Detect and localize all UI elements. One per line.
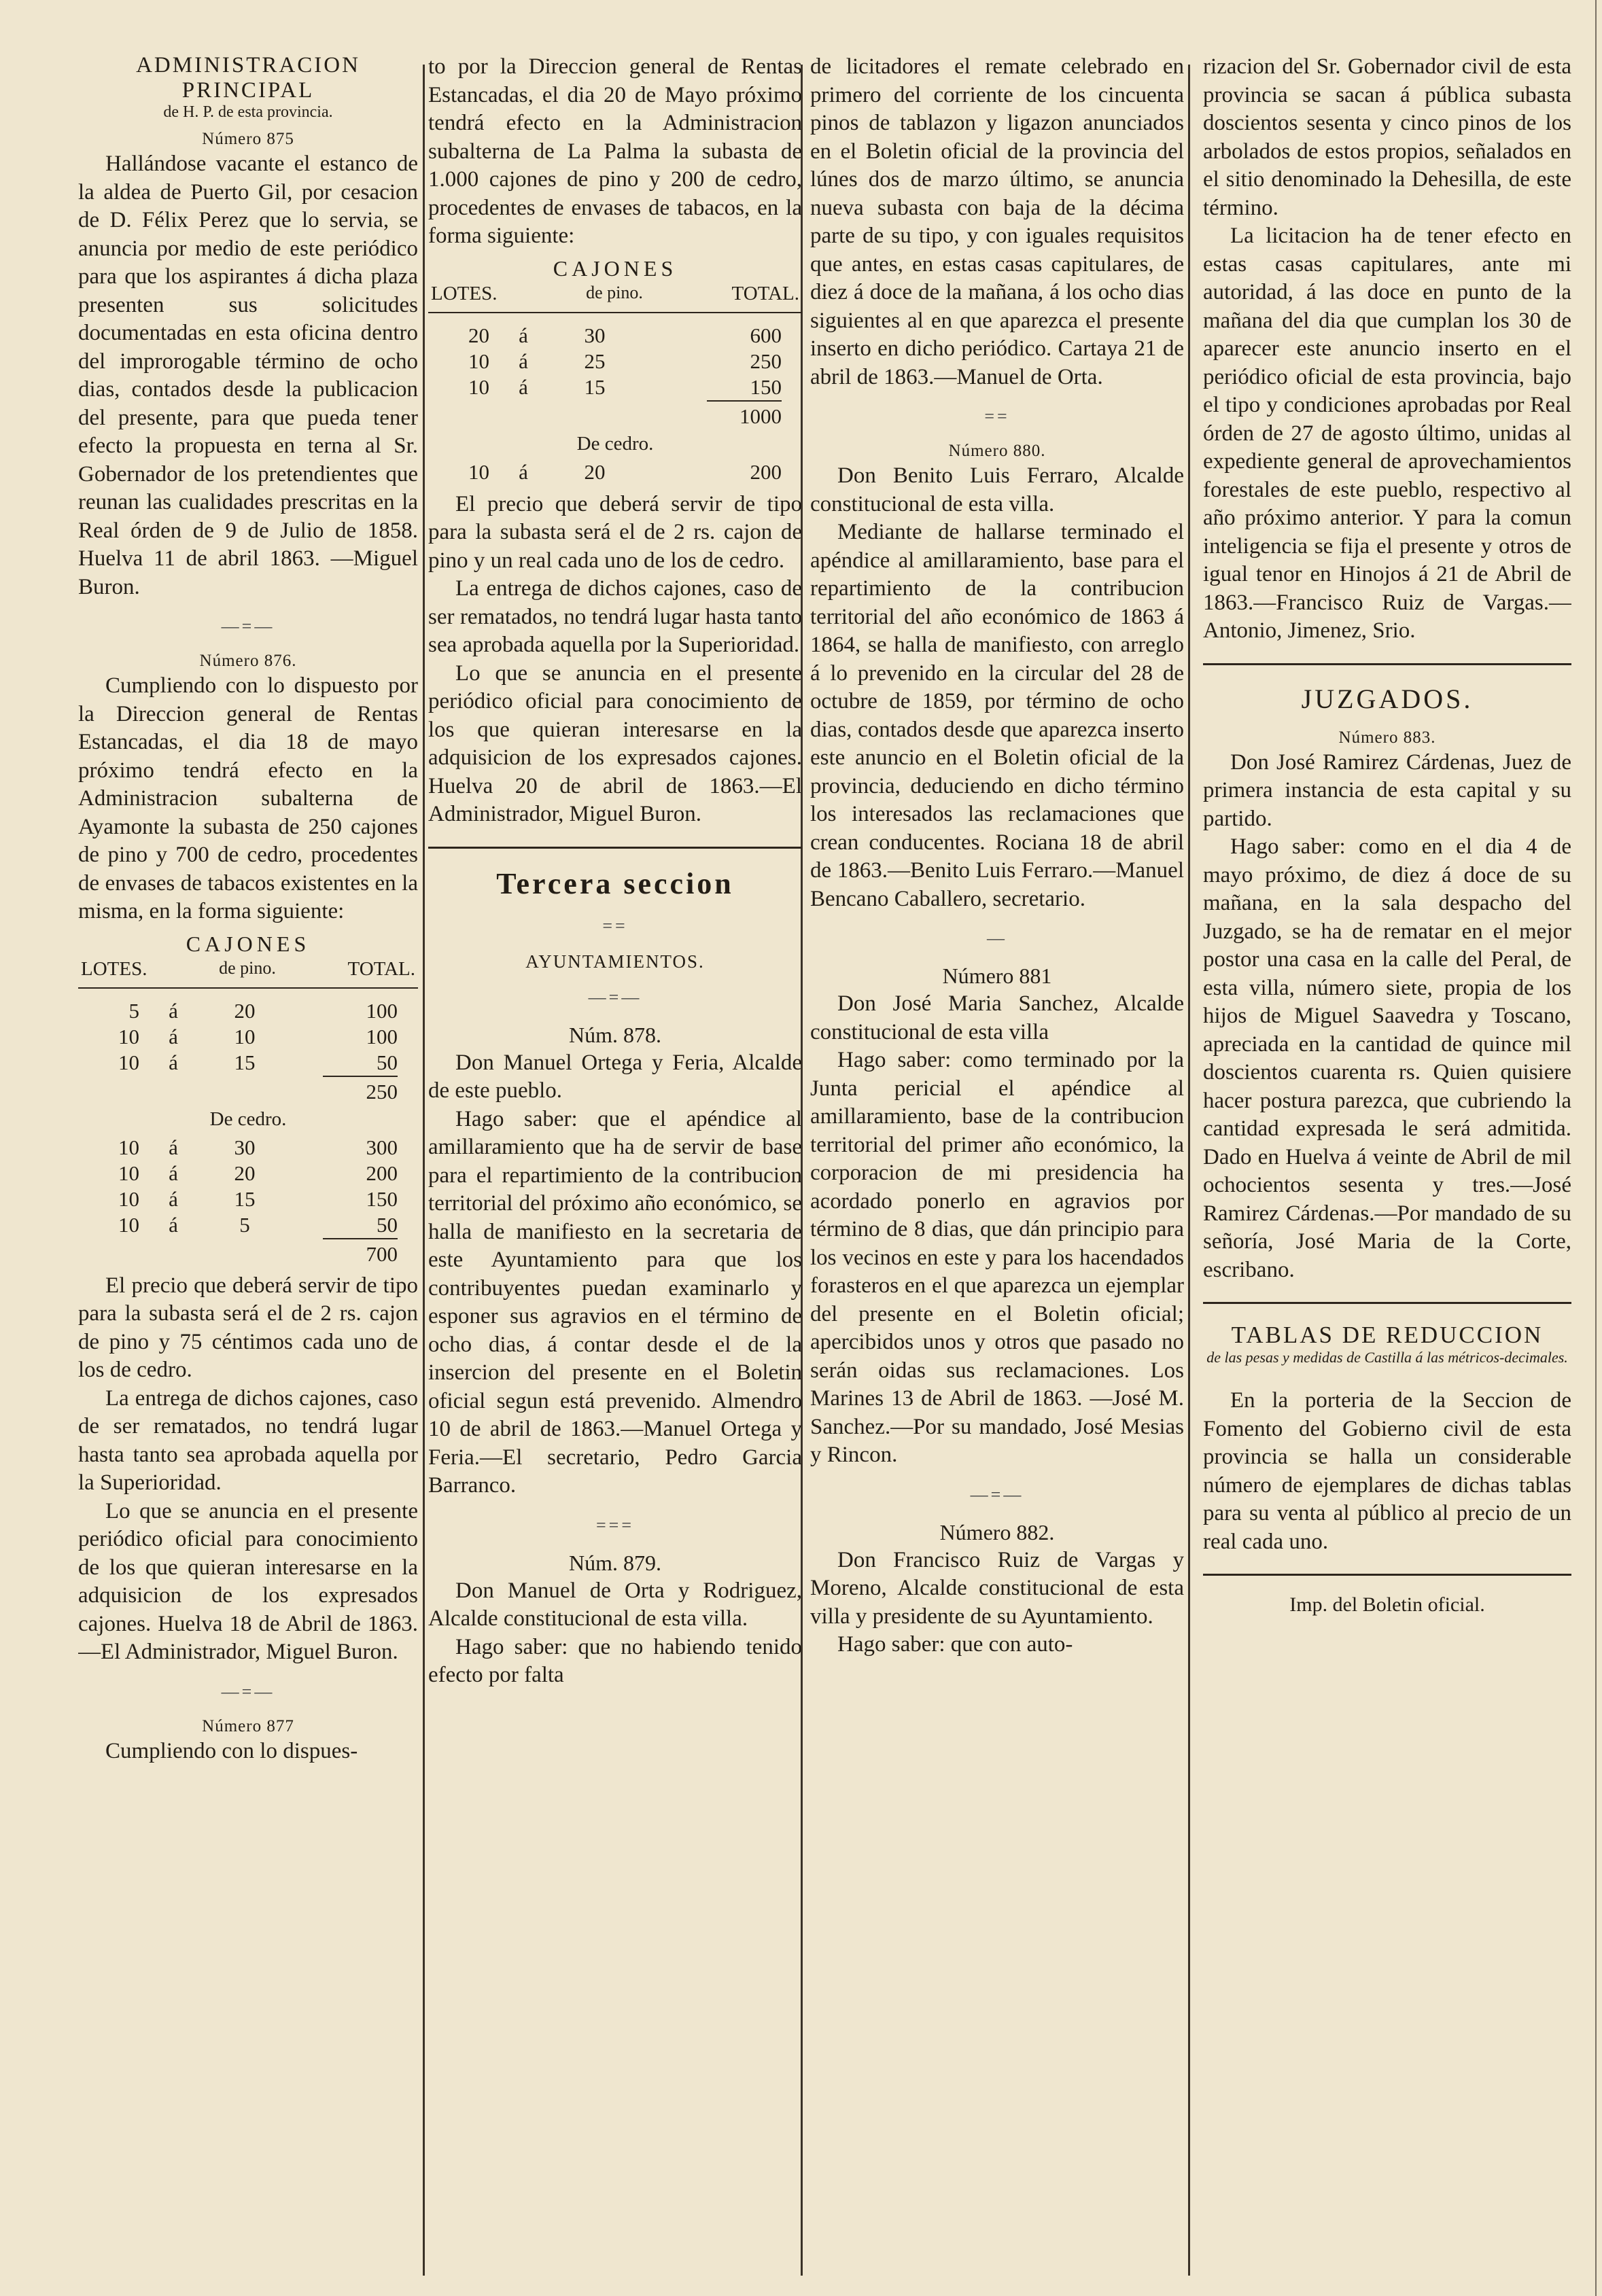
notice-heading: Don Manuel de Orta y Rodriguez, Alcalde constitucional de esta villa. <box>428 1578 802 1631</box>
notice-body: La licitacion ha de tener efecto en estas casas capitulares, ante mi autoridad, á las doce en punto de la mañana del dia que cumplan los 30 de aparecer este anuncio inserto en el periódico oficial de esta provincia, bajo el tipo y condiciones aprobadas por Real órden de 27 de agosto último, unidas al expediente general de aprovechamientos forestales de este pueblo, respectivo al año próximo anterior. Y para la comun inteligencia se fija el presente y otros de igual tenor en Hinojos á 21 de Abril de 1863.—Francisco Ruiz de Vargas.—Antonio, Jimenez, Srio. <box>1203 224 1571 643</box>
table-row <box>428 323 802 349</box>
lot-per: 20 <box>234 1161 256 1185</box>
separator: —=— <box>221 616 275 636</box>
separator: —=— <box>221 1681 275 1701</box>
table-sum <box>78 1238 418 1267</box>
lot-sep: á <box>169 1024 178 1048</box>
table-row <box>78 1050 418 1076</box>
lot-sep: á <box>169 1161 178 1185</box>
lot-sep: á <box>169 1050 178 1074</box>
notice-body: to por la Direccion general de Rentas Estancadas, el dia 20 de Mayo próximo tendrá efecto en la Administracion subalterna de La Palma la subasta de 1.000 cajones de pino y 200 de cedro, procedentes de envases de tabacos, en la forma siguiente: <box>428 54 802 248</box>
lot-per: 30 <box>584 323 606 347</box>
notice-heading: Don José Maria Sanchez, Alcalde constitucional de esta villa <box>810 991 1184 1044</box>
sum-value: 700 <box>323 1238 398 1267</box>
table-row <box>78 998 418 1024</box>
lot-count: 10 <box>118 1161 139 1185</box>
lot-per: 10 <box>234 1024 256 1048</box>
lot-sep: á <box>169 1135 178 1159</box>
lot-total: 50 <box>377 1050 398 1074</box>
lot-per: 5 <box>239 1212 250 1237</box>
lot-total: 150 <box>366 1186 398 1211</box>
lot-per: 15 <box>234 1050 256 1074</box>
lot-count: 5 <box>128 998 139 1023</box>
col-total: TOTAL. <box>731 282 799 304</box>
notice-body: Lo que se anuncia en el presente periódico oficial para conocimiento de los que quieran interesarse en la adquisicion de los expresados cajones. Huelva 20 de abril de 1863.—El Administrador, Miguel Buron. <box>428 660 802 826</box>
tablas-subtitle: de las pesas y medidas de Castilla á las métricos-decimales. <box>1206 1349 1568 1366</box>
lot-count: 10 <box>118 1050 139 1074</box>
column-4 <box>1203 53 1571 2296</box>
column-1 <box>78 53 418 2296</box>
table-caption: De cedro. <box>209 1108 287 1130</box>
notice-heading: Don Manuel Ortega y Feria, Alcalde de este pueblo. <box>428 1050 802 1103</box>
col-pino: de pino. <box>219 957 276 978</box>
separator: —=— <box>588 987 642 1007</box>
separator: — <box>987 928 1007 948</box>
separator: == <box>602 915 628 936</box>
lot-sep: á <box>169 998 178 1023</box>
column-divider <box>423 65 425 2276</box>
lot-count: 10 <box>118 1024 139 1048</box>
table-caption: De cedro. <box>576 432 654 455</box>
col-lotes: LOTES. <box>81 957 147 980</box>
lot-per: 25 <box>584 349 606 373</box>
notice-body: Lo que se anuncia en el presente periódico oficial para conocimiento de los que quieran interesarse en la adquisicion de los expresados cajones. Huelva 18 de Abril de 1863.—El Administrador, Miguel Buron. <box>78 1498 418 1664</box>
lot-sep: á <box>519 459 528 484</box>
lot-total: 300 <box>366 1135 398 1159</box>
notice-body: Hago saber: que con auto- <box>837 1632 1073 1657</box>
section-title: Tercera seccion <box>496 866 734 900</box>
table-title: CAJONES <box>553 255 678 281</box>
lot-total: 200 <box>366 1161 398 1185</box>
imprint: Imp. del Boletin oficial. <box>1289 1593 1485 1616</box>
table-sum <box>78 1076 418 1104</box>
separator: == <box>984 406 1010 426</box>
notice-body: Hago saber: que el apéndice al amillaramiento que ha de servir de base para el repartimiento de la contribucion territorial del próximo año económico, se halla de manifiesto en la secretaria de este Ayuntamiento para que los contribuyentes puedan examinarlo y esponer sus agravios en el término de ocho dias, á contar desde el de la insercion del presente en el Boletin oficial segun está prevenido. Almendro 10 de abril de 1863.—Manuel Ortega y Feria.—El secretario, Pedro Garcia Barranco. <box>428 1106 802 1498</box>
notice-heading: Don Benito Luis Ferraro, Alcalde constitucional de esta villa. <box>810 463 1184 516</box>
subsection-title: AYUNTAMIENTOS. <box>525 951 705 972</box>
section-subheader: de H. P. de esta provincia. <box>163 103 333 121</box>
lot-count: 10 <box>468 459 489 484</box>
notice-heading: Don Francisco Ruiz de Vargas y Moreno, Alcalde constitucional de esta villa y presidente de su Ayuntamiento. <box>810 1547 1184 1629</box>
lot-count: 20 <box>468 323 489 347</box>
separator: —=— <box>970 1484 1024 1504</box>
lot-total: 50 <box>377 1212 398 1237</box>
table-row <box>428 349 802 374</box>
notice-body: Cumpliendo con lo dispuesto por la Direccion general de Rentas Estancadas, el dia 18 de mayo próximo tendrá efecto en la Administracion subalterna de Ayamonte la subasta de 250 cajones de pino y 700 de cedro, procedentes de envases de tabacos existentes en la misma, en la forma siguiente: <box>78 673 418 923</box>
table-row <box>78 1024 418 1050</box>
notice-body: de licitadores el remate celebrado en primero del corriente de los cincuenta pinos de tablazon y ligazon anunciados en el Boletin oficial de la provincia del lúnes dos de marzo último, se anuncia nueva subasta con baja de la décima parte de su tipo, y con iguales requisitos que antes, en estas casas capitulares, de diez á doce de la mañana, á los ocho dias siguientes al en que aparezca el presente inserto en dicho periódico. Cartaya 21 de abril de 1863.—Manuel de Orta. <box>810 54 1184 389</box>
notice-body: Hallándose vacante el estanco de la aldea de Puerto Gil, por cesacion de D. Félix Perez que lo servia, se anuncia por medio de este periódico para que los aspirantes á dicha plaza presenten sus solicitudes documentadas en esta oficina dentro del improrogable término de ocho dias, contados desde la publicacion del presente, para que pueda tener efecto la propuesta en terna al Sr. Gobernador de los pretendientes que reunan las cualidades prescritas en la Real órden de 9 de Julio de 1858. Huelva 11 de abril 1863. —Miguel Buron. <box>78 152 418 599</box>
lot-count: 10 <box>118 1212 139 1237</box>
table-row <box>78 1212 418 1238</box>
lot-per: 20 <box>584 459 606 484</box>
notice-body: rizacion del Sr. Gobernador civil de esta provincia se sacan á pública subasta doscientos sesenta y cinco pinos de los arbolados de estos propios, señalados en el sitio denominado la Dehesilla, de este término. <box>1203 54 1571 220</box>
notice-body: La entrega de dichos cajones, caso de ser rematados, no tendrá lugar hasta tanto sea aprobada aquella por la Superioridad. <box>78 1385 418 1495</box>
lot-total: 600 <box>750 323 782 347</box>
notice-body: El precio que deberá servir de tipo para la subasta será el de 2 rs. cajon de pino y un real cada uno de los de cedro. <box>428 491 802 573</box>
column-divider <box>1188 65 1190 2276</box>
col-pino: de pino. <box>586 282 643 302</box>
lot-sep: á <box>169 1186 178 1211</box>
table-row <box>428 374 802 400</box>
cajones-table <box>78 932 418 1267</box>
notice-heading: Don José Ramirez Cárdenas, Juez de primera instancia de esta capital y su partido. <box>1203 749 1571 831</box>
table-header <box>78 957 418 989</box>
notice-number: Número 882. <box>939 1519 1055 1544</box>
lot-count: 10 <box>468 349 489 373</box>
section-title: JUZGADOS. <box>1301 683 1474 714</box>
lot-total: 100 <box>366 1024 398 1048</box>
column-2 <box>428 53 802 2296</box>
notice-number: Número 883. <box>1338 728 1436 747</box>
notice-number: Núm. 878. <box>569 1022 661 1047</box>
table-row <box>78 1161 418 1186</box>
notice-body: Cumpliendo con lo dispues- <box>105 1738 358 1763</box>
column-3 <box>810 53 1184 2296</box>
lot-per: 15 <box>584 374 606 399</box>
notice-body: El precio que deberá servir de tipo para la subasta será el de 2 rs. cajon de pino y 75 céntimos cada uno de los de cedro. <box>78 1273 418 1382</box>
cajones-table <box>428 256 802 485</box>
lot-sep: á <box>519 349 528 373</box>
section-rule <box>1203 1302 1571 1304</box>
notice-number: Número 875 <box>202 130 294 148</box>
col-total: TOTAL. <box>347 957 415 980</box>
notice-body: La entrega de dichos cajones, caso de ser rematados, no tendrá lugar hasta tanto sea aprobada aquella por la Superioridad. <box>428 576 802 657</box>
lot-sep: á <box>519 374 528 399</box>
lot-per: 30 <box>234 1135 256 1159</box>
section-rule <box>1203 663 1571 665</box>
lot-count: 10 <box>118 1186 139 1211</box>
lot-sep: á <box>169 1212 178 1237</box>
notice-body: Mediante de hallarse terminado el apéndice al amillaramiento, base para el repartimiento de la contribucion territorial del año económico de 1863 á 1864, se halla de manifiesto, con arreglo á lo prevenido en la circular del 28 de octubre de 1859, por término de ocho dias, contados desde que aparezca inserto este anuncio en el Boletin oficial de la provincia, deduciendo en dicho término los interesados las reclamaciones que crean conducentes. Rociana 18 de abril de 1863.—Benito Luis Ferraro.—Manuel Bencano Caballero, secretario. <box>810 520 1184 911</box>
sum-value: 1000 <box>707 400 782 429</box>
notice-body: Hago saber: como en el dia 4 de mayo próximo, de diez á doce de su mañana, en la sala despacho del Juzgado, se ha de rematar en el mejor postor una casa en la calle del Peral, de esta villa, número siete, propia de los hijos de Miguel Saavedra y Toscano, apreciada en la cantidad de quince mil doscientos cuarenta rs. Quien quisiere hacer postura parezca, que cubriendo la cantidad expresada le será admitida. Dado en Huelva á veinte de Abril de mil ochocientos sesenta y tres.—José Ramirez Cárdenas.—Por mandado de su señoría, José Maria de la Corte, escribano. <box>1203 834 1571 1282</box>
table-title: CAJONES <box>186 931 311 956</box>
notice-body: Hago saber: que no habiendo tenido efecto por falta <box>428 1634 802 1687</box>
lot-per: 20 <box>234 998 256 1023</box>
notice-number: Número 877 <box>202 1716 294 1735</box>
section-rule <box>428 847 802 849</box>
page-edge <box>1595 0 1597 2296</box>
table-row <box>428 459 802 485</box>
table-sum <box>428 400 802 429</box>
table-row <box>78 1135 418 1161</box>
section-header: ADMINISTRACION PRINCIPAL <box>136 53 360 103</box>
col-lotes: LOTES. <box>431 282 498 304</box>
table-header <box>428 281 802 313</box>
lot-total: 150 <box>750 374 782 399</box>
lot-total: 100 <box>366 998 398 1023</box>
table-row <box>78 1186 418 1212</box>
notice-number: Número 876. <box>199 652 297 670</box>
notice-body: En la porteria de la Seccion de Fomento del Gobierno civil de esta provincia se halla un considerable número de ejemplares de dichas tablas para su venta al público al precio de un real cada uno. <box>1203 1388 1571 1554</box>
lot-per: 15 <box>234 1186 256 1211</box>
lot-total: 250 <box>750 349 782 373</box>
notice-number: Número 880. <box>948 442 1046 460</box>
sum-value: 250 <box>323 1076 398 1104</box>
notice-number: Número 881 <box>942 964 1052 988</box>
tablas-title: TABLAS DE REDUCCION <box>1231 1322 1544 1348</box>
lot-count: 10 <box>118 1135 139 1159</box>
section-rule <box>1203 1574 1571 1576</box>
notice-number: Núm. 879. <box>569 1550 661 1575</box>
separator: === <box>596 1515 634 1535</box>
lot-sep: á <box>519 323 528 347</box>
notice-body: Hago saber: como terminado por la Junta pericial el apéndice al amillaramiento, base de la contribucion territorial del primer año económico, la corporacion de mi presidencia ha acordado ponerlo en agravios por término de 8 dias, que dán principio para los vecinos en este y para los hacendados forasteros en el que aparezca un ejemplar del presente en el Boletin oficial; apercibidos unos y otros que pasado no serán oidas sus reclamaciones. Los Marines 13 de Abril de 1863. —José M. Sanchez.—Por su mandado, José Mesias y Rincon. <box>810 1048 1184 1467</box>
lot-total: 200 <box>750 459 782 484</box>
lot-count: 10 <box>468 374 489 399</box>
